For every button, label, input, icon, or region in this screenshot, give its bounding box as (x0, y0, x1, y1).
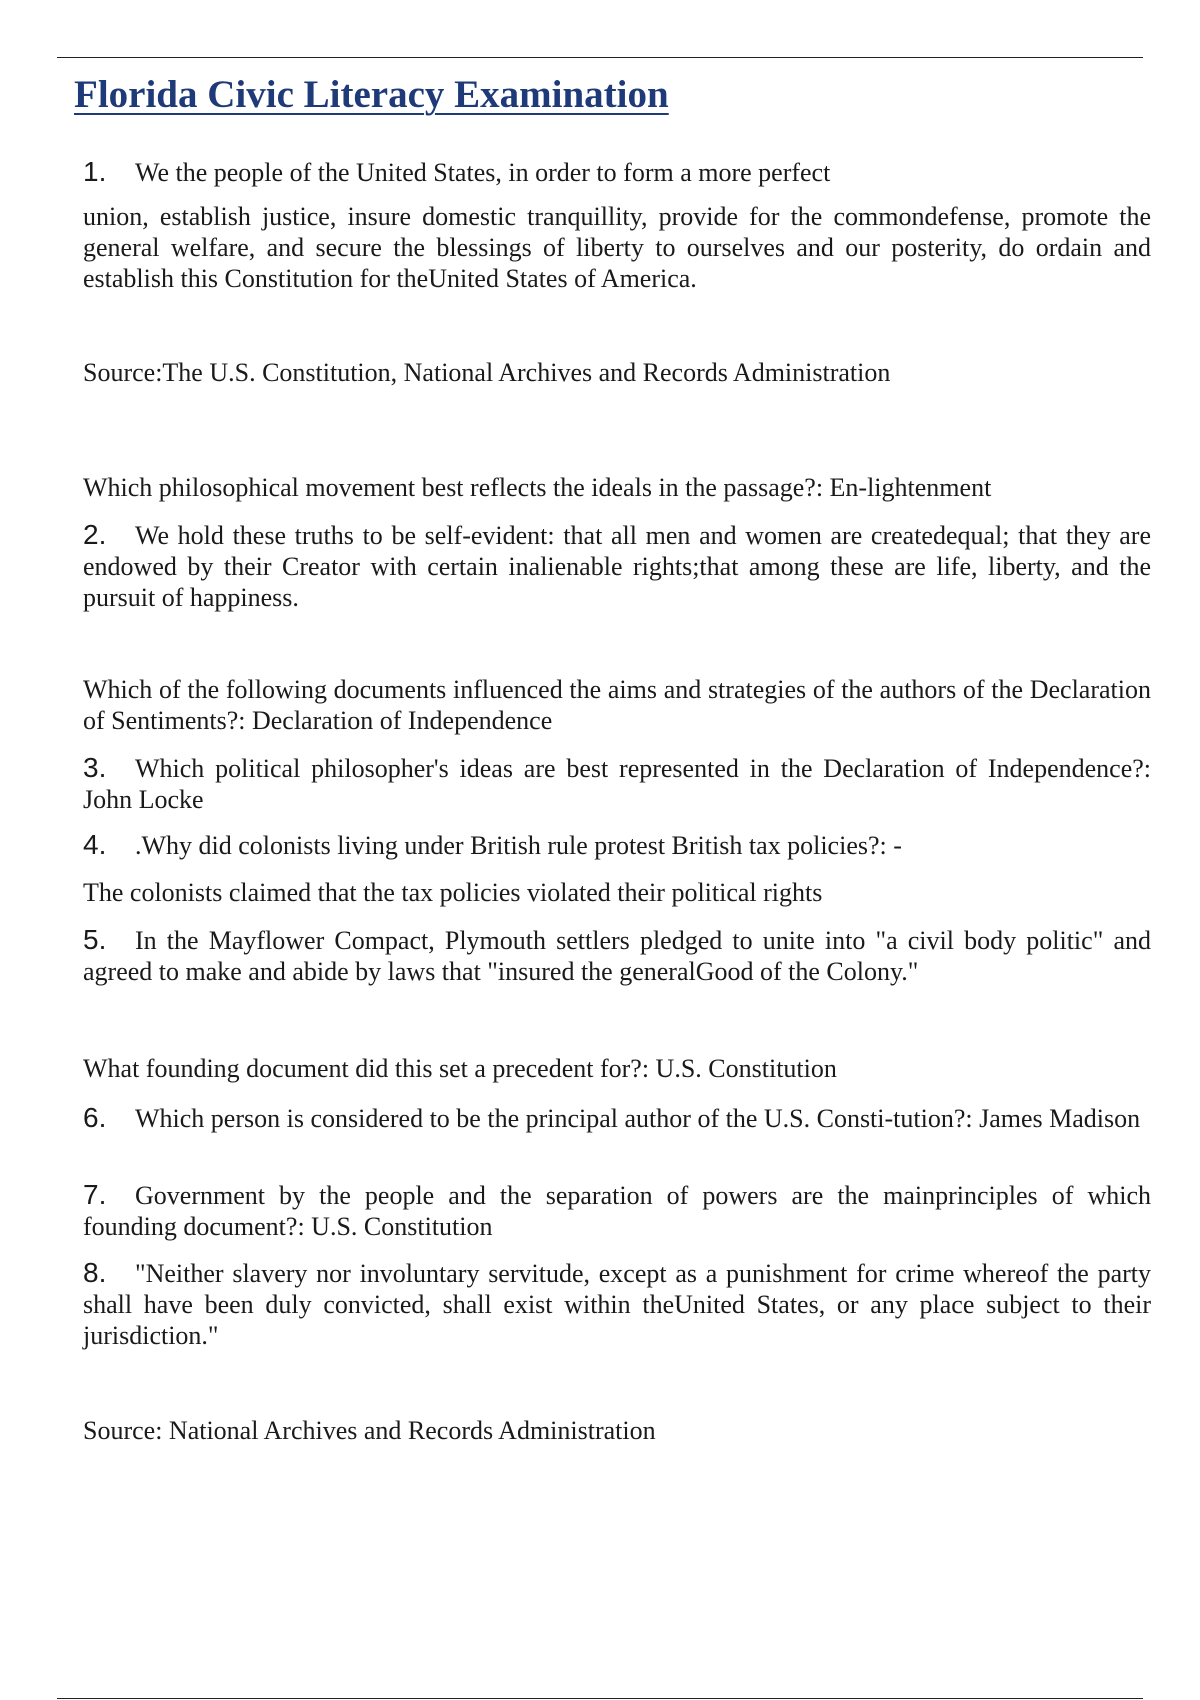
question-number: 6. (83, 1102, 107, 1133)
question-1-passage: union, establish justice, insure domestic tranquillity, provide for the commondefense, promote the general welfare, and secure the blessings of liberty to ourselves and our posterity, do ordain and establish this Constitution for theUnited States of America. (83, 202, 1151, 293)
question-number: 7. (83, 1179, 107, 1210)
question-1-answer: Which philosophical movement best reflects the ideals in the passage?: En-lightenment (83, 473, 992, 502)
question-text: Which person is considered to be the principal author of the U.S. Consti-tution?: James Madison (135, 1104, 1141, 1133)
question-1 (83, 156, 1151, 188)
question-text: .Why did colonists living under British rule protest British tax policies?: - (135, 831, 902, 860)
question-number: 8. (83, 1257, 107, 1288)
question-number: 4. (83, 829, 107, 860)
question-5 (83, 924, 1151, 987)
question-text: Which political philosopher's ideas are best represented in the Declaration of Independence?: John Locke (83, 754, 1151, 814)
page-title: Florida Civic Literacy Examination (74, 73, 669, 116)
question-text: Government by the people and the separation of powers are the mainprinciples of which founding document?: U.S. Constitution (83, 1181, 1151, 1241)
question-8 (83, 1257, 1151, 1351)
question-number: 2. (83, 519, 107, 550)
question-number: 3. (83, 752, 107, 783)
question-6 (83, 1102, 1151, 1134)
question-4-answer: The colonists claimed that the tax policies violated their political rights (83, 878, 823, 907)
question-4 (83, 829, 1151, 861)
question-3 (83, 752, 1151, 815)
bottom-rule (57, 1698, 1143, 1699)
question-2-answer: Which of the following documents influenced the aims and strategies of the authors of the Declaration of Sentiments?: Declaration of Independence (83, 675, 1151, 735)
question-8-source: Source: National Archives and Records Administration (83, 1416, 656, 1445)
question-text: We the people of the United States, in order to form a more perfect (135, 158, 831, 187)
question-2 (83, 519, 1151, 613)
question-7 (83, 1179, 1151, 1242)
question-5-answer: What founding document did this set a precedent for?: U.S. Constitution (83, 1054, 837, 1083)
question-text: In the Mayflower Compact, Plymouth settlers pledged to unite into "a civil body politic" and agreed to make and abide by laws that "insured the generalGood of the Colony." (83, 926, 1151, 986)
question-1-source: Source:The U.S. Constitution, National Archives and Records Administration (83, 358, 891, 387)
question-text: We hold these truths to be self-evident: that all men and women are createdequal; that they are endowed by their Creator with certain inalienable rights;that among these are life, liberty, and the pursuit of happiness. (83, 521, 1151, 612)
question-text: "Neither slavery nor involuntary servitude, except as a punishment for crime whereof the party shall have been duly convicted, shall exist within theUnited States, or any place subject to their jurisdiction." (83, 1259, 1151, 1350)
top-rule (57, 57, 1143, 58)
question-number: 1. (83, 156, 107, 187)
question-number: 5. (83, 924, 107, 955)
